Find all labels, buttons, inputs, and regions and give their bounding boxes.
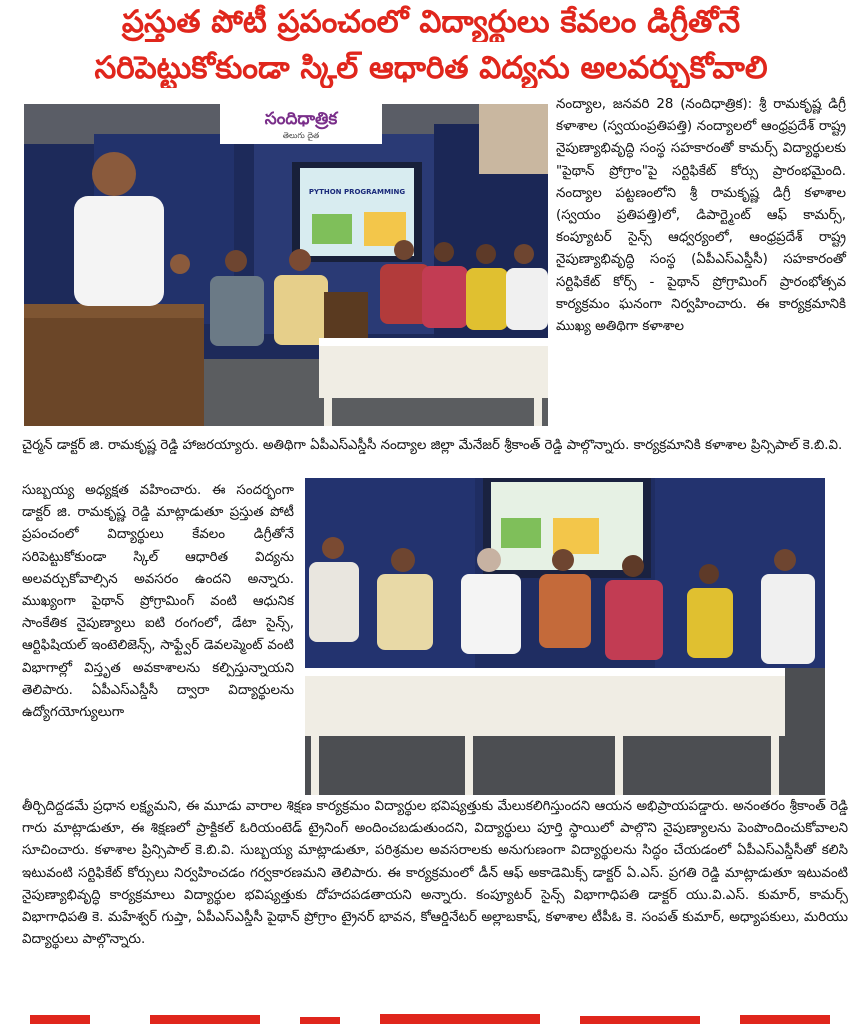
newspaper-logo-tagline: తెలుగు దైత: [282, 131, 320, 140]
next-headline-fragment-drawing: [0, 1011, 862, 1024]
headline-line-2: సరిపెట్టుకోకుండా స్కిల్ ఆధారిత విద్యను అలవర్చుకోవాలి: [94, 50, 768, 86]
article-paragraph-3: సుబ్బయ్య అధ్యక్షత వహించారు. ఈ సందర్భంగా డాక్టర్ జి. రామకృష్ణ రెడ్డి మాట్లాడుతూ ప్రస్తుత పోటీ ప్రపంచంలో విద్యార్థులు కేవలం డిగ్రీతోనే సరిపెట్టుకోకుండా స్కిల్ ఆధారిత విద్యను అలవర్చుకోవాల్సిన అవసరం ఉందని అన్నారు. ముఖ్యంగా పైథాన్ ప్రోగ్రామింగ్ వంటి ఆధునిక సాంకేతిక నైపుణ్యాలు ఐటి రంగంలో, డేటా సైన్స్, ఆర్టిఫిషియల్ ఇంటెలిజెన్స్, సాఫ్ట్వేర్ డెవలప్మెంట్ వంటి విభాగాల్లో విస్తృత అవకాశాలను కల్పిస్తున్నాయని తెలిపారు. ఏపీఎస్ఎస్డీసీ ద్వారా విద్యార్థులను ఉద్యోగయోగ్యులుగా: [22, 483, 294, 721]
article-paragraph-4: తీర్చిదిద్దడమే ప్రధాన లక్ష్యమని, ఈ మూడు వారాల శిక్షణ కార్యక్రమం విద్యార్థుల భవిష్యత్తుకు మేలుకలిగిస్తుందని ఆయన అభిప్రాయపడ్డారు. అనంతరం శ్రీకాంత్ రెడ్డి గారు మాట్లాడుతూ, ఈ శిక్షణలో ప్రాక్టికల్ ఓరియంటెడ్ ట్రైనింగ్ అందించబడుతుందని, విద్యార్థులు పూర్తి స్థాయిలో పాల్గొని నైపుణ్యాలను పెంపొందించుకోవాలని సూచించారు. కళాశాల ప్రిన్సిపాల్ కె.బి.వి. సుబ్బయ్య మాట్లాడుతూ, పరిశ్రమల అవసరాలకు అనుగుణంగా విద్యార్థులను సిద్ధం చేయడంలో ఏపీఎస్ఎస్డీసీతో కలిసి ఇటువంటి సర్టిఫికేట్ కోర్సులు నిర్వహించడం గర్వకారణమని తెలిపారు. ఈ కార్యక్రమంలో డీన్ ఆఫ్ అకాడెమిక్స్ డాక్టర్ ఏ.ఎస్. ప్రగతి రెడ్డి మాట్లాడుతూ ఇటువంటి నైపుణ్యాభివృద్ధి కార్యక్రమాలు విద్యార్థుల భవిష్యత్తుకు దోహదపడతాయని అన్నారు. కంప్యూటర్ సైన్స్ విభాగాధిపతి డాక్టర్ యు.వి.ఎస్. కుమార్, కామర్స్ విభాగాధిపతి కె. మహేశ్వర్ గుప్తా, ఏపీఎస్ఎస్డీసీ పైథాన్ ప్రోగ్రాం ట్రైనర్ భావన, కోఆర్డినేటర్ అల్లాబకాష్, కళాశాల టీపీఓ కె. సంపత్ కుమార్, అధ్యాపకులు, మరియు విద్యార్థులు పాల్గొన్నారు.: [22, 799, 848, 948]
headline-line-1: ప్రస్తుత పోటీ ప్రపంచంలో విద్యార్థులు కేవలం డిగ్రీతోనే: [121, 4, 741, 40]
event-photo-speaker: [24, 104, 548, 426]
newspaper-logo: సందిధాత్రిక: [264, 109, 338, 129]
next-headline-fragment: [0, 1010, 862, 1024]
article-paragraph-1: నంద్యాల, జనవరి 28 (నందిధాత్రిక): శ్రీ రామకృష్ణ డిగ్రీ కళాశాల (స్వయంప్రతిపత్తి) నంద్యాలలో ఆంధ్రప్రదేశ్ రాష్ట్ర నైపుణ్యాభివృద్ధి సంస్థ సహకారంతో కామర్స్ విద్యార్థులకు "పైథాన్ ప్రోగ్రాం"పై సర్టిఫికేట్ కోర్సు ప్రారంభమైంది. నంద్యాల పట్టణంలోని శ్రీ రామకృష్ణ డిగ్రీ కళాశాల (స్వయం ప్రతిపత్తి)లో, డిపార్ట్మెంట్ ఆఫ్ కామర్స్, కంప్యూటర్ సైన్స్ ఆధ్వర్యంలో, ఆంధ్రప్రదేశ్ రాష్ట్ర నైపుణ్యాభివృద్ధి సంస్థ (ఏపీఎస్ఎస్డీసీ) సహకారంతో సర్టిఫికేట్ కోర్స్ - పైథాన్ ప్రోగ్రామింగ్ ప్రారంభోత్సవ కార్యక్రమం ఘనంగా నిర్వహించారు. ఈ కార్యక్రమానికి ముఖ్య అతిథిగా కళాశాల: [556, 97, 846, 335]
article-paragraph-2: చైర్మన్ డాక్టర్ జి. రామకృష్ణ రెడ్డి హాజరయ్యారు. అతిథిగా ఏపీఎస్ఎస్డీసీ నంద్యాల జిల్లా మేనేజర్ శ్రీకాంత్ రెడ్డి పాల్గొన్నారు. కార్యక్రమానికి కళాశాల ప్రిన్సిపాల్ కె.బి.వి.: [22, 438, 843, 453]
event-photo-speaker-drawing: [24, 104, 548, 426]
screen-title: PYTHON PROGRAMMING: [308, 188, 406, 196]
event-photo-dais: [305, 478, 825, 795]
event-photo-dais-drawing: [305, 478, 825, 795]
